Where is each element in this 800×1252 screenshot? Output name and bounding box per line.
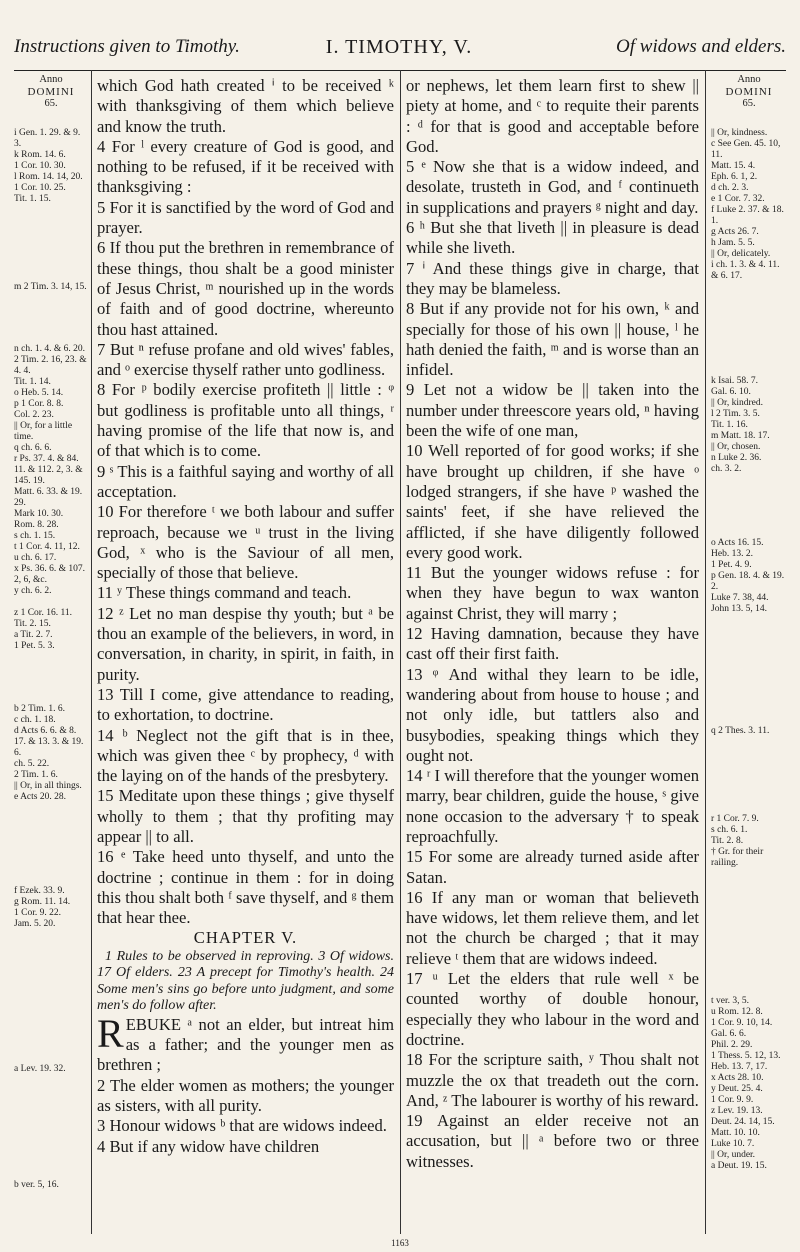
- margin-ref: a Lev. 19. 32.: [14, 1064, 66, 1074]
- verse: 13 Till I come, give attendance to reading, to exhortation, to doctrine.: [97, 684, 394, 725]
- verse: 8 For ᵖ bodily exercise profiteth || little : ᵠ but godliness is profitable unto all things, ʳ having promise of the life that now is, and of that which is to come.: [97, 380, 394, 461]
- margin-ref: n ch. 1. 4. & 6. 20. 2 Tim. 2. 16, 23. & 4. 4. Tit. 1. 14. o Heb. 5. 14. p 1 Cor. 8. 8. Col. 2. 23. || Or, for a little time. q ch. 6. 6. r Ps. 37. 4. & 84. 11. & 112. 2, 3. & 145. 19. Matt. 6. 33. & 19. 29. Mark 10. 30. Rom. 8. 28. s ch. 1. 15. t 1 Cor. 4. 11, 12. u ch. 6. 17. x Ps. 36. 6. & 107. 2, 6, &c. y ch. 6. 2.: [14, 344, 87, 596]
- margin-ref: m 2 Tim. 3. 14, 15.: [14, 282, 87, 292]
- anno-label: Anno: [737, 74, 761, 85]
- verse: 3 Honour widows ᵇ that are widows indeed.: [97, 1116, 387, 1136]
- text-column-left: [97, 76, 394, 1157]
- header-right-title: Of widows and elders.: [616, 36, 786, 57]
- verse: 9 Let not a widow be || taken into the number under threescore years old, ⁿ having been the wife of one man,: [406, 380, 699, 441]
- verse: 19 Against an elder receive not an accusation, but || ᵃ before two or three witnesses.: [406, 1111, 699, 1171]
- verse: [97, 1010, 394, 1076]
- column-rule-right: [705, 70, 706, 1234]
- verse: 13 ᵠ And withal they learn to be idle, wandering about from house to house ; and not only idle, but tattlers also and busybodies, speaking things which they ought not.: [406, 664, 699, 765]
- margin-ref: o Acts 16. 15. Heb. 13. 2. 1 Pet. 4. 9. p Gen. 18. 4. & 19. 2. Luke 7. 38, 44. John 13. 5, 14.: [711, 538, 785, 614]
- verse: 8 But if any provide not for his own, ᵏ and specially for those of his own || house, ˡ he hath denied the faith, ᵐ and is worse than an infidel.: [406, 299, 699, 380]
- verse: 16 If any man or woman that believeth have widows, let them relieve them, and let not the church be charged ; that it may relieve ᵗ them that are widows indeed.: [406, 887, 699, 968]
- verse: 14 ᵇ Neglect not the gift that is in thee, which was given thee ᶜ by prophecy, ᵈ with the laying on of the hands of the presbytery.: [97, 725, 394, 786]
- verse: 17 ᵘ Let the elders that rule well ˣ be counted worthy of double honour, especially they who labour in the word and doctrine.: [406, 969, 699, 1049]
- verse: 6 If thou put the brethren in remembrance of these things, thou shalt be a good minister of Jesus Christ, ᵐ nourished up in the words of faith and of good doctrine, whereunto thou hast attained.: [97, 238, 394, 339]
- verse: 12 ᶻ Let no man despise thy youth; but ᵃ be thou an example of the believers, in word, in conversation, in charity, in spirit, in faith, in purity.: [97, 603, 394, 684]
- verse: 6 ʰ But she that liveth || in pleasure is dead while she liveth.: [406, 218, 699, 258]
- margin-ref: f Ezek. 33. 9. g Rom. 11. 14. 1 Cor. 9. 22. Jam. 5. 20.: [14, 886, 71, 929]
- verse: 4 But if any widow have children: [97, 1136, 320, 1156]
- verse: 5 For it is sanctified by the word of God and prayer.: [97, 197, 394, 238]
- anno-domini-left: [14, 74, 88, 110]
- margin-ref: || Or, kindness. c See Gen. 45. 10, 11. Matt. 15. 4. Eph. 6. 1, 2. d ch. 2. 3. e 1 Cor. 7. 32. f Luke 2. 37. & 18. 1. g Acts 26. 7. h Jam. 5. 5. || Or, delicately. i ch. 1. 3. & 4. 11. & 6. 17.: [711, 128, 784, 281]
- verse: which God hath created ⁱ to be received ᵏ with thanksgiving of them which believe and know the truth.: [97, 76, 394, 136]
- domini-label: DOMINI: [725, 86, 773, 98]
- running-header: [14, 28, 786, 71]
- verse: 11 ʸ These things command and teach.: [97, 583, 352, 603]
- verse: 15 For some are already turned aside after Satan.: [406, 847, 699, 887]
- anno-year: 65.: [742, 98, 756, 109]
- chapter-heading: CHAPTER V.: [193, 928, 298, 948]
- verse-text: EBUKE ᵃ not an elder, but intreat him as a father; and the younger men as brethren ;: [97, 1014, 394, 1075]
- margin-ref: k Isai. 58. 7. Gal. 6. 10. || Or, kindred. l 2 Tim. 3. 5. Tit. 1. 16. m Matt. 18. 17. || Or, chosen. n Luke 2. 36. ch. 3. 2.: [711, 376, 770, 474]
- anno-label: Anno: [39, 74, 63, 85]
- drop-cap: R: [97, 1010, 124, 1056]
- verse: 12 Having damnation, because they have cast off their first faith.: [406, 624, 699, 664]
- column-rule-left: [91, 70, 92, 1234]
- margin-ref: b 2 Tim. 1. 6. c ch. 1. 18. d Acts 6. 6. & 8. 17. & 13. 3. & 19. 6. ch. 5. 22. 2 Tim. 1. 6. || Or, in all things. e Acts 20. 28.: [14, 704, 84, 802]
- verse: 11 But the younger widows refuse : for when they have begun to wax wanton against Christ, they will marry ;: [406, 563, 699, 623]
- column-rule-center: [400, 70, 401, 1234]
- verse: 15 Meditate upon these things ; give thyself wholly to them ; that thy profiting may appear || to all.: [97, 786, 394, 846]
- margin-ref: b ver. 5, 16.: [14, 1180, 59, 1190]
- verse: 16 ᵉ Take heed unto thyself, and unto the doctrine ; continue in them : for in doing this thou shalt both ᶠ save thyself, and ᵍ them that hear thee.: [97, 847, 394, 928]
- verse: 4 For ˡ every creature of God is good, and nothing to be refused, if it be received with thanksgiving :: [97, 136, 394, 197]
- right-margin-references: [711, 74, 787, 1234]
- verse: 18 For the scripture saith, ʸ Thou shalt not muzzle the ox that treadeth out the corn. And, ᶻ The labourer is worthy of his reward.: [406, 1050, 699, 1110]
- verse: 14 ʳ I will therefore that the younger women marry, bear children, guide the house, ˢ give none occasion to the adversary † to speak reproachfully.: [406, 766, 699, 846]
- left-margin-references: [14, 74, 88, 1234]
- verse: 10 Well reported of for good works; if she have brought up children, if she have ᵒ lodged strangers, if she have ᵖ washed the saints' feet, if she have relieved the afflicted, if she have diligently followed every good work.: [406, 441, 699, 562]
- margin-ref: i Gen. 1. 29. & 9. 3. k Rom. 14. 6. 1 Cor. 10. 30. l Rom. 14. 14, 20. 1 Cor. 10. 25. Tit. 1. 15.: [14, 128, 83, 204]
- header-left-title: Instructions given to Timothy.: [14, 36, 240, 57]
- margin-ref: z 1 Cor. 16. 11. Tit. 2. 15. a Tit. 2. 7. 1 Pet. 5. 3.: [14, 608, 72, 651]
- margin-ref: q 2 Thes. 3. 11.: [711, 726, 770, 736]
- domini-label: DOMINI: [27, 86, 75, 98]
- verse: or nephews, let them learn first to shew || piety at home, and ᶜ to requite their parents : ᵈ for that is good and acceptable before God.: [406, 76, 699, 156]
- header-book-chapter: I. TIMOTHY, V.: [325, 36, 473, 58]
- anno-domini-right: [711, 74, 787, 110]
- page-number: 1163: [391, 1238, 409, 1248]
- text-column-right: [406, 76, 699, 1172]
- chapter-summary: 1 Rules to be observed in reproving. 3 Of widows. 17 Of elders. 23 A precept for Timothy's health. 24 Some men's sins go before unto judgment, and some men's do follow after.: [97, 948, 394, 1014]
- verse: 9 ˢ This is a faithful saying and worthy of all acceptation.: [97, 461, 394, 501]
- margin-ref: t ver. 3, 5. u Rom. 12. 8. 1 Cor. 9. 10, 14. Gal. 6. 6. Phil. 2. 29. 1 Thess. 5. 12, 13. Heb. 13. 7, 17. x Acts 28. 10. y Deut. 25. 4. 1 Cor. 9. 9. z Lev. 19. 13. Deut. 24. 14, 15. Matt. 10. 10. Luke 10. 7. || Or, under. a Deut. 19. 15.: [711, 996, 781, 1171]
- margin-ref: r 1 Cor. 7. 9. s ch. 6. 1. Tit. 2. 8. † Gr. for their railing.: [711, 814, 764, 868]
- verse: 2 The elder women as mothers; the younger as sisters, with all purity.: [97, 1075, 394, 1115]
- anno-year: 65.: [44, 98, 58, 109]
- verse: 7 ⁱ And these things give in charge, that they may be blameless.: [406, 258, 699, 298]
- verse: 5 ᵉ Now she that is a widow indeed, and desolate, trusteth in God, and ᶠ continueth in supplications and prayers ᵍ night and day.: [406, 157, 699, 217]
- verse: 10 For therefore ᵗ we both labour and suffer reproach, because we ᵘ trust in the living God, ˣ who is the Saviour of all men, specially of those that believe.: [97, 502, 394, 583]
- verse: 7 But ⁿ refuse profane and old wives' fables, and ᵒ exercise thyself rather unto godliness.: [97, 339, 394, 380]
